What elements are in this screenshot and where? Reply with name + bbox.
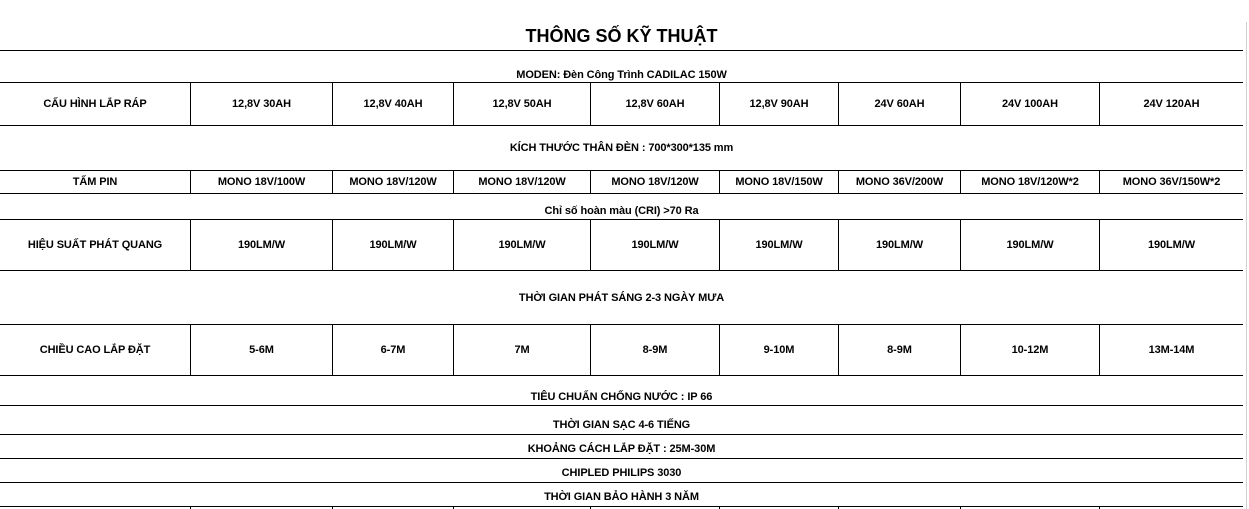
height-cell: 8-9M xyxy=(887,344,912,356)
sheet-edge xyxy=(1246,22,1247,509)
chip-row: CHIPLED PHILIPS 3030 xyxy=(561,467,682,479)
efficiency-cell: 190LM/W xyxy=(369,239,417,251)
config-cell: 12,8V 60AH xyxy=(625,98,685,110)
panel-cell: MONO 18V/150W xyxy=(735,176,823,188)
efficiency-cell: 190LM/W xyxy=(1006,239,1054,251)
efficiency-cell: 190LM/W xyxy=(631,239,679,251)
config-cell: 12,8V 90AH xyxy=(749,98,809,110)
spacing-row: KHOẢNG CÁCH LẮP ĐẶT : 25M-30M xyxy=(527,443,716,455)
height-cell: 7M xyxy=(514,344,530,356)
config-cell: 24V 120AH xyxy=(1143,98,1200,110)
efficiency-cell: 190LM/W xyxy=(876,239,923,251)
efficiency-cell: 190LM/W xyxy=(1148,239,1195,251)
config-cell: 12,8V 30AH xyxy=(232,98,291,110)
panel-cell: MONO 18V/120W xyxy=(478,176,566,188)
panel-cell: MONO 18V/120W*2 xyxy=(981,176,1079,188)
page-title: THÔNG SỐ KỸ THUẬT xyxy=(525,25,718,46)
height-cell: 8-9M xyxy=(642,344,668,356)
efficiency-label: HIỆU SUẤT PHÁT QUANG xyxy=(27,239,163,251)
cri-row: Chỉ số hoàn màu (CRI) >70 Ra xyxy=(544,205,699,217)
warranty-row: THỜI GIAN BẢO HÀNH 3 NĂM xyxy=(544,490,699,503)
panel-cell: MONO 36V/200W xyxy=(855,176,944,188)
height-label: CHIỀU CAO LẮP ĐẶT xyxy=(39,344,151,356)
panel-cell: MONO 36V/150W*2 xyxy=(1122,176,1221,188)
config-cell: 12,8V 50AH xyxy=(492,98,552,110)
height-cell: 9-10M xyxy=(763,344,795,356)
efficiency-cell: 190LM/W xyxy=(498,239,546,251)
config-label: CẤU HÌNH LẮP RÁP xyxy=(43,98,147,110)
height-cell: 13M-14M xyxy=(1148,344,1195,356)
panel-cell: MONO 18V/120W xyxy=(349,176,437,188)
grid-line xyxy=(0,193,1243,194)
charge-time-row: THỜI GIAN SẠC 4-6 TIẾNG xyxy=(552,419,691,431)
waterproof-row: TIÊU CHUẨN CHỐNG NƯỚC : IP 66 xyxy=(530,391,713,403)
grid-line xyxy=(0,375,1243,376)
light-time-row: THỜI GIAN PHÁT SÁNG 2-3 NGÀY MƯA xyxy=(518,291,725,304)
efficiency-cell: 190LM/W xyxy=(755,239,803,251)
config-cell: 12,8V 40AH xyxy=(363,98,423,110)
efficiency-cell: 190LM/W xyxy=(238,239,285,251)
height-cell: 5-6M xyxy=(249,344,274,356)
height-cell: 6-7M xyxy=(380,344,406,356)
body-size-row: KÍCH THƯỚC THÂN ĐÈN : 700*300*135 mm xyxy=(509,142,734,154)
panel-cell: MONO 18V/100W xyxy=(217,176,306,188)
model-row: MODEN: Đèn Công Trình CADILAC 150W xyxy=(516,68,727,81)
config-cell: 24V 60AH xyxy=(874,98,925,110)
height-cell: 10-12M xyxy=(1011,344,1049,356)
panel-label: TẤM PIN xyxy=(72,176,118,188)
config-cell: 24V 100AH xyxy=(1002,98,1058,110)
grid-line xyxy=(0,50,1243,51)
panel-cell: MONO 18V/120W xyxy=(611,176,699,188)
